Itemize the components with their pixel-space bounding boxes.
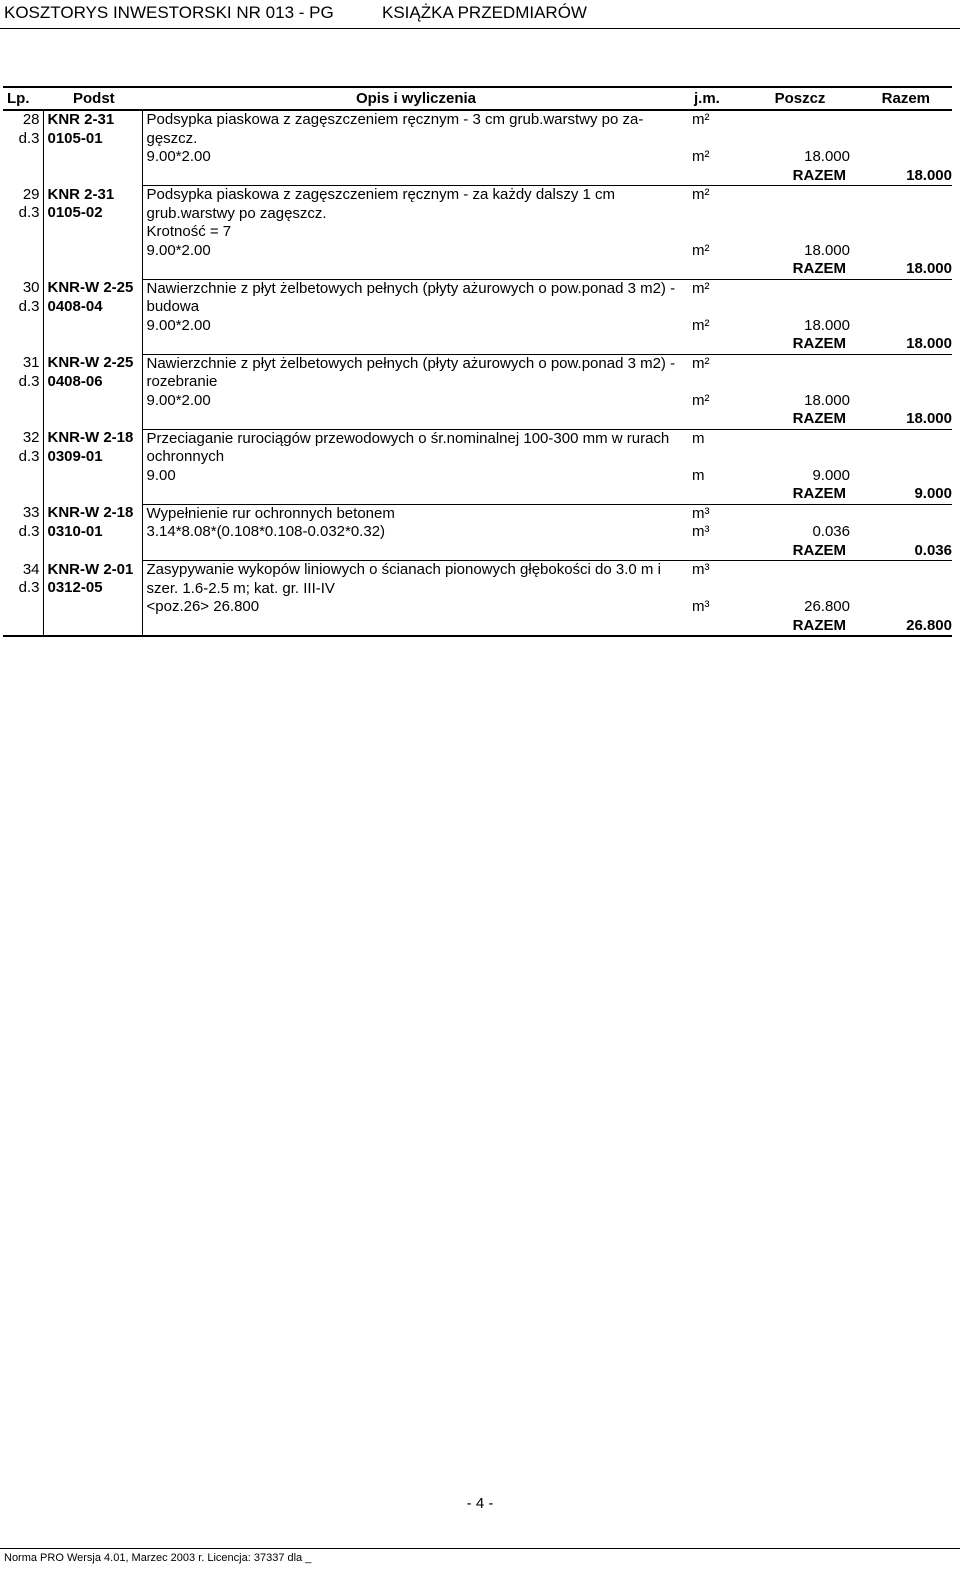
item-calc-row: [3, 242, 952, 261]
item-total-label: RAZEM: [750, 335, 850, 354]
item-sub: d.3: [18, 522, 40, 540]
item-code-cell: [43, 279, 142, 354]
header-divider: [0, 28, 960, 29]
item-total-label: RAZEM: [750, 542, 850, 561]
item-calc: 9.00*2.00: [146, 241, 211, 259]
item-calc-value: 26.800: [804, 598, 850, 615]
item-total-value: 18.000: [850, 410, 952, 429]
item-total-label: RAZEM: [750, 167, 850, 186]
item-code-sub: 0309-01: [47, 447, 103, 465]
item-code-sub: 0310-01: [47, 522, 103, 540]
item-calc-unit: m²: [692, 241, 710, 259]
item-calc-value: 18.000: [804, 316, 850, 334]
item-calc-value: 0.036: [812, 523, 850, 540]
item-sub: d.3: [18, 297, 40, 315]
item-calc-value: 9.000: [812, 466, 850, 484]
item-calc-row: [3, 598, 952, 617]
item-total-label: RAZEM: [750, 617, 850, 637]
footer-license: Norma PRO Wersja 4.01, Marzec 2003 r. Licencja: 37337 dla _: [4, 1552, 312, 1564]
item-calc-unit: m²: [692, 391, 710, 409]
item-code-main: KNR-W 2-25: [47, 279, 134, 296]
item-sub: d.3: [18, 372, 40, 390]
item-calc-row: [3, 317, 952, 336]
item-description: Zasypywanie wykopów liniowych o ścianach pionowych głębokości do 3.0 m i szer. 1.6-2.5 m; kat. gr. III-IV: [146, 561, 661, 597]
item-unit: m²: [692, 186, 710, 203]
col-header-lp: Lp.: [3, 87, 43, 110]
item-extra: Krotność = 7: [146, 223, 232, 240]
item-calc: <poz.26> 26.800: [146, 598, 260, 615]
item-lp: 29: [22, 185, 40, 203]
item-total-value: 9.000: [850, 485, 952, 504]
item-row: [3, 186, 952, 224]
item-description: Podsypka piaskowa z zagęszczeniem ręcznym - 3 cm grub.warstwy po za-gęszcz.: [146, 111, 644, 147]
item-total-value: 18.000: [850, 335, 952, 354]
item-total-label: RAZEM: [750, 410, 850, 429]
item-calc: 3.14*8.08*(0.108*0.108-0.032*0.32): [146, 523, 386, 540]
item-calc-unit: m²: [692, 316, 710, 334]
item-code-main: KNR 2-31: [47, 111, 115, 128]
item-calc: 9.00*2.00: [146, 316, 211, 334]
item-total-row: [3, 542, 952, 561]
item-lp: 31: [22, 354, 40, 371]
col-header-jm: j.m.: [690, 87, 750, 110]
estimate-table: [3, 86, 952, 637]
item-sub: d.3: [18, 579, 40, 596]
item-calc: 9.00: [146, 466, 176, 484]
item-calc-value: 18.000: [804, 241, 850, 259]
item-lp: 32: [22, 429, 40, 446]
item-total-row: [3, 617, 952, 637]
col-header-opis: Opis i wyliczenia: [142, 87, 690, 110]
item-total-value: 26.800: [850, 617, 952, 637]
table-header-row: [3, 87, 952, 110]
item-code-sub: 0408-06: [47, 372, 103, 390]
item-calc-row: [3, 148, 952, 167]
item-total-label: RAZEM: [750, 260, 850, 279]
col-header-razem: Razem: [850, 87, 952, 110]
item-code-main: KNR-W 2-01: [47, 560, 134, 578]
item-code-cell: [43, 354, 142, 429]
item-total-row: [3, 485, 952, 504]
item-description: Przeciaganie rurociągów przewodowych o śr.nominalnej 100-300 mm w rurach ochronnych: [146, 429, 670, 465]
item-lp: 33: [22, 504, 40, 521]
book-title: KSIĄŻKA PRZEDMIARÓW: [382, 3, 587, 22]
item-calc-value: 18.000: [804, 148, 850, 165]
item-sub: d.3: [18, 129, 40, 147]
item-calc-unit: m²: [692, 148, 710, 165]
item-lp: 28: [22, 111, 40, 128]
item-total-row: [3, 167, 952, 186]
item-code-main: KNR 2-31: [47, 185, 115, 203]
item-code-sub: 0105-01: [47, 129, 103, 147]
item-code-cell: [43, 504, 142, 561]
item-code-cell: [43, 561, 142, 637]
item-code-sub: 0105-02: [47, 204, 103, 221]
item-code-cell: [43, 429, 142, 504]
table-body: [3, 110, 952, 636]
item-sub: d.3: [18, 447, 40, 465]
item-calc-unit: m: [692, 466, 705, 484]
item-description: Nawierzchnie z płyt żelbetowych pełnych (płyty ażurowych o pow.ponad 3 m2) - budowa: [146, 279, 676, 315]
item-code-main: KNR-W 2-25: [47, 354, 134, 371]
item-description: Podsypka piaskowa z zagęszczeniem ręcznym - za każdy dalszy 1 cm grub.warstwy po zagęszcz.: [146, 186, 616, 222]
item-row: [3, 561, 952, 599]
item-calc-row: [3, 523, 952, 542]
item-lp: 34: [22, 560, 40, 578]
item-code-sub: 0312-05: [47, 579, 103, 596]
col-header-podst: Podst: [43, 87, 142, 110]
item-calc-row: [3, 467, 952, 486]
item-lp: 30: [22, 279, 40, 296]
item-lp-cell: [3, 110, 43, 186]
col-header-poszcz: Poszcz: [750, 87, 850, 110]
item-total-value: 18.000: [850, 167, 952, 186]
item-unit: m²: [692, 279, 710, 297]
footer-divider: [0, 1548, 960, 1549]
item-calc-value: 18.000: [804, 391, 850, 409]
item-calc-row: [3, 392, 952, 411]
item-total-label: RAZEM: [750, 485, 850, 504]
item-lp-cell: [3, 186, 43, 280]
item-total-row: [3, 335, 952, 354]
item-total-value: 0.036: [850, 542, 952, 561]
item-unit: m²: [692, 354, 710, 372]
item-code-main: KNR-W 2-18: [47, 504, 134, 521]
item-lp-cell: [3, 504, 43, 561]
item-code-cell: [43, 186, 142, 280]
item-total-value: 18.000: [850, 260, 952, 279]
item-row: [3, 354, 952, 392]
item-calc: 9.00*2.00: [146, 148, 211, 165]
item-description: Nawierzchnie z płyt żelbetowych pełnych (płyty ażurowych o pow.ponad 3 m2) - rozebranie: [146, 354, 676, 390]
item-code-main: KNR-W 2-18: [47, 429, 134, 446]
item-sub: d.3: [18, 204, 40, 221]
page-number: - 4 -: [466, 1495, 494, 1512]
item-calc-unit: m³: [692, 598, 710, 615]
item-unit: m³: [692, 504, 710, 522]
item-total-row: [3, 410, 952, 429]
document-title: KOSZTORYS INWESTORSKI NR 013 - PG: [4, 3, 334, 22]
item-row: [3, 279, 952, 317]
item-description: Wypełnienie rur ochronnych betonem: [146, 504, 395, 522]
item-code-cell: [43, 110, 142, 186]
item-row: [3, 429, 952, 467]
item-total-row: [3, 260, 952, 279]
item-unit: m²: [692, 111, 710, 128]
item-calc: 9.00*2.00: [146, 391, 211, 409]
item-lp-cell: [3, 429, 43, 504]
item-code-sub: 0408-04: [47, 297, 103, 315]
item-lp-cell: [3, 561, 43, 637]
item-row: [3, 110, 952, 148]
item-calc-unit: m³: [692, 523, 710, 540]
item-unit: m³: [692, 561, 710, 578]
item-lp-cell: [3, 354, 43, 429]
item-row: [3, 504, 952, 523]
item-lp-cell: [3, 279, 43, 354]
item-unit: m: [692, 429, 705, 447]
item-extra-row: [3, 223, 952, 242]
